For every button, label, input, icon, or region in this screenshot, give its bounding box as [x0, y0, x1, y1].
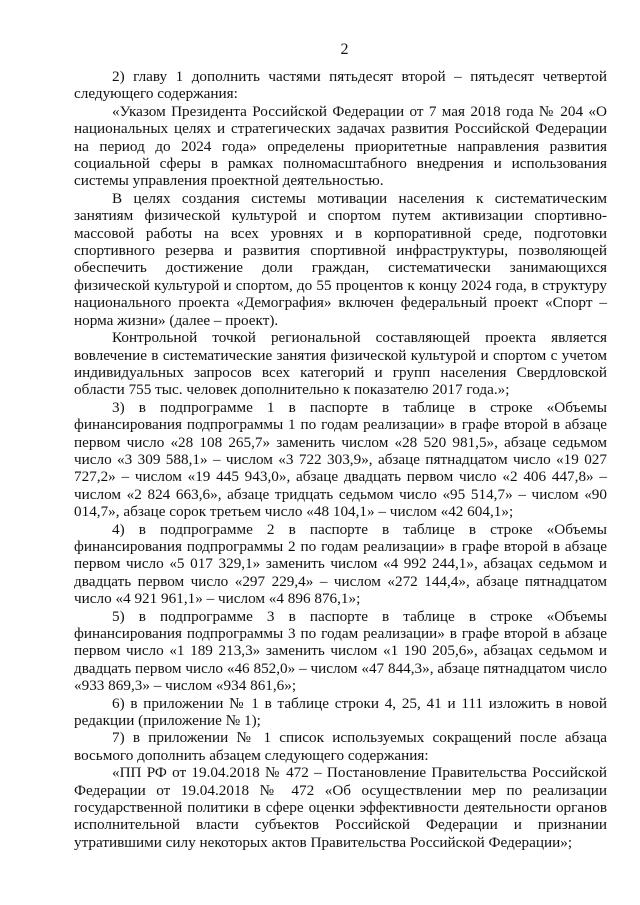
page-number: 2 [340, 41, 349, 58]
paragraph-quote-decree: «Указом Президента Российской Федерации от 7 мая 2018 года № 204 «О национальных целях и стратегических задачах развития Российской Федерации на период до 2024 года» определены приоритетные направления развития социальной сферы в рамках полномасштабного внедрения и использования системы управления проектной деятельностью. [74, 102, 607, 190]
paragraph-motivation: В целях создания системы мотивации населения к систематическим занятиям физической культурой и спортом путем активизации спортивно-массовой работы на всех уровнях и в корпоративной среде, подготовки спортивного резерва и развития спортивной инфраструктуры, позволяющей обеспечить достижение доли граждан, систематически занимающихся физической культурой и спортом, до 55 процентов к концу 2024 года, в структуру национального проекта «Демография» включен федеральный проект «Спорт – норма жизни» (далее – проект). [74, 189, 607, 329]
paragraph-item-3: 3) в подпрограмме 1 в паспорте в таблице в строке «Объемы финансирования подпрограммы 1 по годам реализации» в графе второй в абзаце первом число «28 108 265,7» заменить числом «28 520 981,5», абзаце седьмом число «3 309 588,1» – числом «3 722 303,9», абзаце пятнадцатом число «19 027 727,2» – числом «19 445 943,0», абзаце двадцать первом число «2 406 447,8» – числом «2 824 663,6», абзаце тридцать седьмом число «95 514,7» – числом «90 014,7», абзаце сорок третьем число «48 104,1» – числом «42 604,1»; [74, 398, 607, 521]
paragraph-item-4: 4) в подпрограмме 2 в паспорте в таблице в строке «Объемы финансирования подпрограммы 2 по годам реализации» в графе второй в абзаце первом число «5 017 329,1» заменить числом «4 992 244,1», абзацах седьмом и двадцать первом число «297 229,4» – числом «272 144,4», абзаце пятнадцатом число «4 921 961,1» – числом «4 896 876,1»; [74, 520, 607, 608]
paragraph-abbreviation: «ПП РФ от 19.04.2018 № 472 – Постановление Правительства Российской Федерации от 19.04.2018 № 472 «Об осуществлении мер по реализации государственной политики в сфере оценки эффективности деятельности органов исполнительной власти субъектов Российской Федерации и признании утратившими силу некоторых актов Правительства Российской Федерации»; [74, 764, 607, 851]
paragraph-item-2: 2) главу 1 дополнить частями пятьдесят второй – пятьдесят четвертой следующего содержания: [74, 68, 607, 103]
paragraph-item-6: 6) в приложении № 1 в таблице строки 4, 25, 41 и 111 изложить в новой редакции (приложение № 1); [74, 694, 607, 730]
paragraph-item-7: 7) в приложении № 1 список используемых сокращений после абзаца восьмого дополнить абзацем следующего содержания: [74, 729, 607, 764]
paragraph-item-5: 5) в подпрограмме 3 в паспорте в таблице в строке «Объемы финансирования подпрограммы 3 по годам реализации» в графе второй в абзаце первом число «1 189 213,3» заменить числом «1 190 205,6», абзацах седьмом и двадцать первом число «46 852,0» – числом «47 844,3», абзаце пятнадцатом число «933 869,3» – числом «934 861,6»; [74, 607, 607, 695]
document-page [74, 40, 607, 851]
paragraph-control-point: Контрольной точкой региональной составляющей проекта является вовлечение в систематические занятия физической культурой и спортом с учетом индивидуальных запросов всех категорий и групп населения Свердловской области 755 тыс. человек дополнительно к показателю 2017 года.»; [74, 329, 607, 399]
